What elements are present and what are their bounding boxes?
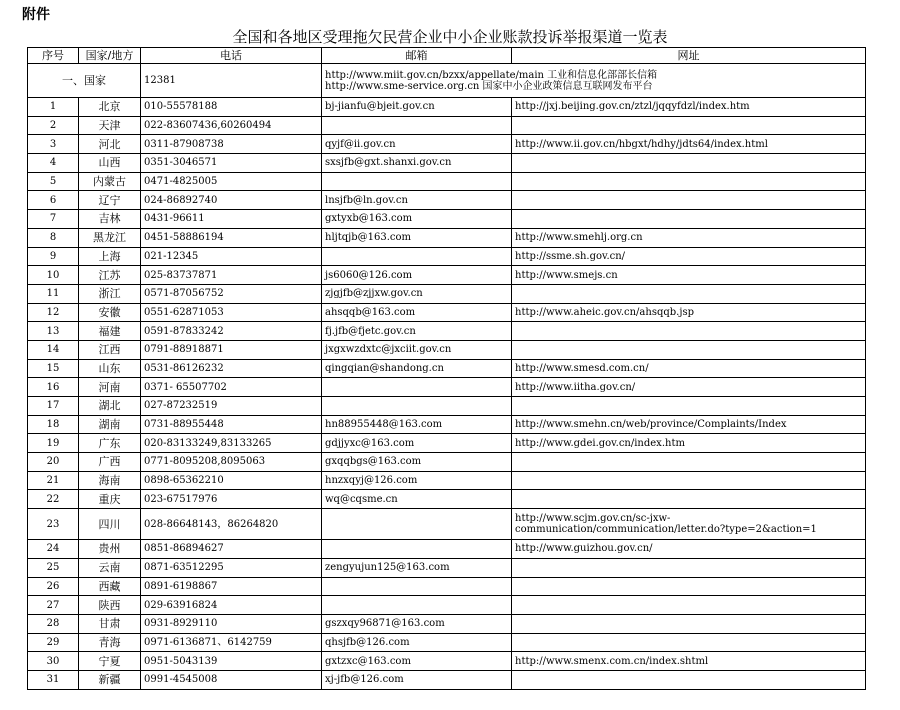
row-url[interactable]: http://www.smenx.com.cn/index.shtml <box>512 652 866 671</box>
row-url[interactable]: http://www.aheic.gov.cn/ahsqqb.jsp <box>512 303 866 322</box>
row-url[interactable]: http://www.scjm.gov.cn/sc-jxw-communication/communication/letter.do?type=2&action=1 <box>512 509 866 540</box>
table-header-row <box>28 48 866 64</box>
table-row <box>28 633 866 652</box>
row-region: 湖南 <box>79 415 141 434</box>
row-no: 30 <box>28 652 79 671</box>
row-region: 福建 <box>79 322 141 341</box>
table-row <box>28 116 866 135</box>
row-url <box>512 340 866 359</box>
row-email[interactable]: js6060@126.com <box>322 266 512 285</box>
row-email[interactable]: hljtqjb@163.com <box>322 228 512 247</box>
row-url <box>512 490 866 509</box>
national-links <box>322 64 866 98</box>
row-region: 海南 <box>79 471 141 490</box>
row-region: 广西 <box>79 453 141 472</box>
table-row <box>28 378 866 397</box>
row-url <box>512 284 866 303</box>
row-url <box>512 210 866 229</box>
table-row <box>28 191 866 210</box>
table-row <box>28 284 866 303</box>
row-region: 北京 <box>79 98 141 117</box>
header-phone: 电话 <box>141 48 322 64</box>
row-email[interactable]: zengyujun125@163.com <box>322 558 512 577</box>
row-email[interactable]: hn88955448@163.com <box>322 415 512 434</box>
row-phone: 027-87232519 <box>141 397 322 416</box>
row-phone: 0351-3046571 <box>141 154 322 173</box>
row-url[interactable]: http://www.guizhou.gov.cn/ <box>512 540 866 559</box>
header-url: 网址 <box>512 48 866 64</box>
row-phone: 0311-87908738 <box>141 135 322 154</box>
row-no: 18 <box>28 415 79 434</box>
row-phone: 029-63916824 <box>141 596 322 615</box>
row-email <box>322 172 512 191</box>
header-email: 邮箱 <box>322 48 512 64</box>
row-email[interactable]: wq@cqsme.cn <box>322 490 512 509</box>
table-row <box>28 154 866 173</box>
row-no: 7 <box>28 210 79 229</box>
row-region: 贵州 <box>79 540 141 559</box>
row-url <box>512 191 866 210</box>
row-email[interactable]: hnzxqyj@126.com <box>322 471 512 490</box>
row-region: 江西 <box>79 340 141 359</box>
row-email[interactable]: jxgxwzdxtc@jxciit.gov.cn <box>322 340 512 359</box>
national-label: 一、国家 <box>28 64 141 98</box>
row-url[interactable]: http://www.ii.gov.cn/hbgxt/hdhy/jdts64/index.html <box>512 135 866 154</box>
row-phone: 023-67517976 <box>141 490 322 509</box>
table-row <box>28 558 866 577</box>
national-phone: 12381 <box>141 64 322 98</box>
row-no: 24 <box>28 540 79 559</box>
row-region: 天津 <box>79 116 141 135</box>
row-region: 上海 <box>79 247 141 266</box>
row-phone: 0791-88918871 <box>141 340 322 359</box>
row-no: 16 <box>28 378 79 397</box>
row-phone: 0931-8929110 <box>141 614 322 633</box>
row-region: 重庆 <box>79 490 141 509</box>
row-phone: 0451-58886194 <box>141 228 322 247</box>
row-email[interactable]: sxsjfb@gxt.shanxi.gov.cn <box>322 154 512 173</box>
row-region: 辽宁 <box>79 191 141 210</box>
row-email <box>322 397 512 416</box>
row-region: 陕西 <box>79 596 141 615</box>
table-row <box>28 210 866 229</box>
row-email[interactable]: gxtyxb@163.com <box>322 210 512 229</box>
row-url[interactable]: http://www.smejs.cn <box>512 266 866 285</box>
row-url[interactable]: http://ssme.sh.gov.cn/ <box>512 247 866 266</box>
row-no: 12 <box>28 303 79 322</box>
row-email[interactable]: gszxqy96871@163.com <box>322 614 512 633</box>
row-phone: 0891-6198867 <box>141 577 322 596</box>
row-no: 14 <box>28 340 79 359</box>
channels-table <box>27 47 866 690</box>
row-no: 8 <box>28 228 79 247</box>
row-no: 31 <box>28 670 79 689</box>
row-url[interactable]: http://www.smesd.com.cn/ <box>512 359 866 378</box>
row-no: 28 <box>28 614 79 633</box>
row-no: 25 <box>28 558 79 577</box>
row-email[interactable]: gdjjyxc@163.com <box>322 434 512 453</box>
table-row <box>28 453 866 472</box>
row-region: 江苏 <box>79 266 141 285</box>
row-phone: 0951-5043139 <box>141 652 322 671</box>
table-row <box>28 135 866 154</box>
row-no: 23 <box>28 509 79 540</box>
row-url <box>512 453 866 472</box>
row-region: 四川 <box>79 509 141 540</box>
row-phone: 028-86648143，86264820 <box>141 509 322 540</box>
row-region: 山西 <box>79 154 141 173</box>
row-no: 9 <box>28 247 79 266</box>
row-email <box>322 509 512 540</box>
row-no: 20 <box>28 453 79 472</box>
row-url <box>512 397 866 416</box>
row-region: 宁夏 <box>79 652 141 671</box>
row-email[interactable]: gxqqbgs@163.com <box>322 453 512 472</box>
table-row <box>28 577 866 596</box>
table-row <box>28 397 866 416</box>
row-no: 15 <box>28 359 79 378</box>
row-no: 13 <box>28 322 79 341</box>
table-row <box>28 471 866 490</box>
row-email <box>322 378 512 397</box>
row-url <box>512 558 866 577</box>
row-phone: 0431-96611 <box>141 210 322 229</box>
row-phone: 010-55578188 <box>141 98 322 117</box>
row-email[interactable]: qingqian@shandong.cn <box>322 359 512 378</box>
row-email[interactable]: ahsqqb@163.com <box>322 303 512 322</box>
table-row <box>28 596 866 615</box>
national-link-miit[interactable]: http://www.miit.gov.cn/bzxx/appellate/main 工业和信息化部部长信箱 <box>325 69 658 81</box>
row-no: 2 <box>28 116 79 135</box>
row-email[interactable]: qhsjfb@126.com <box>322 633 512 652</box>
row-region: 甘肃 <box>79 614 141 633</box>
row-email <box>322 577 512 596</box>
row-no: 22 <box>28 490 79 509</box>
row-phone: 0771-8095208,8095063 <box>141 453 322 472</box>
row-no: 3 <box>28 135 79 154</box>
table-row <box>28 359 866 378</box>
row-phone: 0898-65362210 <box>141 471 322 490</box>
row-phone: 0731-88955448 <box>141 415 322 434</box>
row-url <box>512 172 866 191</box>
row-email <box>322 540 512 559</box>
row-email[interactable]: xj-jfb@126.com <box>322 670 512 689</box>
row-url <box>512 322 866 341</box>
row-email[interactable]: zjgjfb@zjjxw.gov.cn <box>322 284 512 303</box>
table-row <box>28 670 866 689</box>
row-no: 26 <box>28 577 79 596</box>
row-region: 湖北 <box>79 397 141 416</box>
table-row <box>28 266 866 285</box>
row-url[interactable]: http://www.gdei.gov.cn/index.htm <box>512 434 866 453</box>
row-phone: 0531-86126232 <box>141 359 322 378</box>
row-no: 29 <box>28 633 79 652</box>
table-row <box>28 98 866 117</box>
row-region: 云南 <box>79 558 141 577</box>
row-region: 安徽 <box>79 303 141 322</box>
row-phone: 0991-4545008 <box>141 670 322 689</box>
row-email[interactable]: qyjf@ii.gov.cn <box>322 135 512 154</box>
row-no: 6 <box>28 191 79 210</box>
row-region: 山东 <box>79 359 141 378</box>
row-no: 11 <box>28 284 79 303</box>
row-url <box>512 577 866 596</box>
table-row <box>28 614 866 633</box>
row-region: 浙江 <box>79 284 141 303</box>
row-phone: 021-12345 <box>141 247 322 266</box>
table-row <box>28 340 866 359</box>
table-row <box>28 247 866 266</box>
row-phone: 0551-62871053 <box>141 303 322 322</box>
attachment-label: 附件 <box>22 7 50 23</box>
page-title: 全国和各地区受理拖欠民营企业中小企业账款投诉举报渠道一览表 <box>232 28 668 46</box>
row-phone: 0571-87056752 <box>141 284 322 303</box>
row-phone: 0371- 65507702 <box>141 378 322 397</box>
row-phone: 0591-87833242 <box>141 322 322 341</box>
row-region: 青海 <box>79 633 141 652</box>
table-row <box>28 540 866 559</box>
row-url <box>512 596 866 615</box>
table-row <box>28 322 866 341</box>
row-no: 10 <box>28 266 79 285</box>
row-email[interactable]: fj.jfb@fjetc.gov.cn <box>322 322 512 341</box>
row-no: 27 <box>28 596 79 615</box>
row-no: 21 <box>28 471 79 490</box>
row-phone: 025-83737871 <box>141 266 322 285</box>
row-phone: 0851-86894627 <box>141 540 322 559</box>
header-no: 序号 <box>28 48 79 64</box>
table-row <box>28 415 866 434</box>
row-url[interactable]: http://www.smehn.cn/web/province/Complaints/Index <box>512 415 866 434</box>
row-email[interactable]: gxtzxc@163.com <box>322 652 512 671</box>
row-phone: 0471-4825005 <box>141 172 322 191</box>
table-row <box>28 172 866 191</box>
national-link-sme[interactable]: http://www.sme-service.org.cn 国家中小企业政策信息互联网发布平台 <box>325 80 653 92</box>
row-url[interactable]: http://www.iitha.gov.cn/ <box>512 378 866 397</box>
header-region: 国家/地方 <box>79 48 141 64</box>
row-no: 5 <box>28 172 79 191</box>
row-region: 新疆 <box>79 670 141 689</box>
row-phone: 022-83607436,60260494 <box>141 116 322 135</box>
row-region: 广东 <box>79 434 141 453</box>
table-row <box>28 303 866 322</box>
row-phone: 020-83133249,83133265 <box>141 434 322 453</box>
row-region: 黑龙江 <box>79 228 141 247</box>
table-row <box>28 509 866 540</box>
row-email <box>322 596 512 615</box>
row-url <box>512 116 866 135</box>
row-no: 1 <box>28 98 79 117</box>
table-row <box>28 490 866 509</box>
row-no: 17 <box>28 397 79 416</box>
row-phone: 024-86892740 <box>141 191 322 210</box>
row-no: 4 <box>28 154 79 173</box>
row-url <box>512 670 866 689</box>
row-email[interactable]: lnsjfb@ln.gov.cn <box>322 191 512 210</box>
row-url <box>512 471 866 490</box>
row-region: 吉林 <box>79 210 141 229</box>
row-email <box>322 247 512 266</box>
row-email <box>322 116 512 135</box>
row-url <box>512 154 866 173</box>
row-region: 西藏 <box>79 577 141 596</box>
row-no: 19 <box>28 434 79 453</box>
table-row <box>28 652 866 671</box>
table-row <box>28 434 866 453</box>
row-url <box>512 614 866 633</box>
row-phone: 0971-6136871、6142759 <box>141 633 322 652</box>
row-phone: 0871-63512295 <box>141 558 322 577</box>
row-url <box>512 633 866 652</box>
row-url[interactable]: http://jxj.beijing.gov.cn/ztzl/jqqyfdzl/index.htm <box>512 98 866 117</box>
row-email[interactable]: bj-jianfu@bjeit.gov.cn <box>322 98 512 117</box>
row-region: 河南 <box>79 378 141 397</box>
table-row <box>28 228 866 247</box>
row-region: 河北 <box>79 135 141 154</box>
row-region: 内蒙古 <box>79 172 141 191</box>
row-url[interactable]: http://www.smehlj.org.cn <box>512 228 866 247</box>
national-row <box>28 64 866 98</box>
